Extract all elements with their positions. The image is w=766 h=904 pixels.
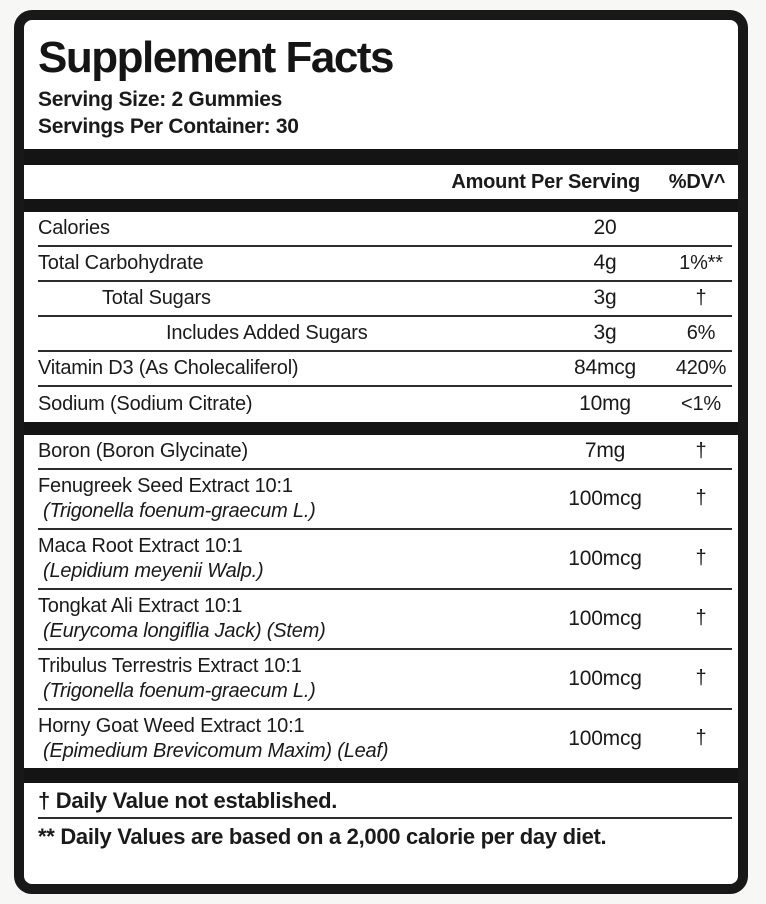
nutrient-name xyxy=(38,356,540,381)
nutrient-name-main: Tongkat Ali Extract 10:1 xyxy=(38,594,243,617)
nutrient-amount: 4g xyxy=(593,251,617,275)
nutrient-name-main: Calories xyxy=(38,216,110,239)
nutrient-amount: 100mcg xyxy=(568,546,642,570)
section-divider-bar xyxy=(24,768,738,783)
table-row xyxy=(38,387,732,422)
table-row xyxy=(38,470,732,530)
nutrient-amount: 3g xyxy=(593,321,617,345)
nutrient-amount: 3g xyxy=(593,286,617,310)
supplement-facts-label xyxy=(14,10,748,894)
nutrient-name xyxy=(38,286,540,311)
footnote-line: ** Daily Values are based on a 2,000 calorie per day diet. xyxy=(38,823,607,849)
nutrient-amount: 100mcg xyxy=(568,726,642,750)
nutrient-name-main: Includes Added Sugars xyxy=(166,321,368,344)
nutrient-dv: † xyxy=(695,727,707,750)
nutrient-name xyxy=(38,439,540,464)
nutrient-amount: 10mg xyxy=(579,392,631,416)
nutrient-name-main: Vitamin D3 (As Cholecaliferol) xyxy=(38,356,299,379)
section-divider-bar xyxy=(24,199,738,212)
nutrient-amount: 7mg xyxy=(584,439,626,463)
nutrient-amount: 100mcg xyxy=(568,666,642,690)
column-header-amount: Amount Per Serving xyxy=(451,170,640,193)
table-row xyxy=(38,435,732,470)
nutrient-name xyxy=(38,714,540,764)
nutrients-section xyxy=(38,212,732,422)
nutrient-name xyxy=(38,251,540,276)
nutrient-name xyxy=(38,216,540,241)
nutrient-amount: 84mcg xyxy=(573,356,637,380)
table-row xyxy=(38,212,732,247)
nutrient-name xyxy=(38,594,540,644)
nutrient-name-main: Total Carbohydrate xyxy=(38,251,204,274)
nutrient-amount: 100mcg xyxy=(568,606,642,630)
section-divider-bar xyxy=(24,422,738,435)
servings-per-container: Servings Per Container: 30 xyxy=(38,114,299,138)
botanicals-section xyxy=(38,435,732,768)
nutrient-name-botanical: (Epimedium Brevicomum Maxim) (Leaf) xyxy=(43,739,389,762)
nutrient-name xyxy=(38,534,540,584)
section-divider-bar xyxy=(24,149,738,165)
nutrient-name xyxy=(38,654,540,704)
table-row xyxy=(38,650,732,710)
nutrient-dv: <1% xyxy=(681,392,721,415)
table-header-row xyxy=(38,165,732,199)
nutrient-dv: † xyxy=(695,487,707,510)
nutrient-name-main: Sodium (Sodium Citrate) xyxy=(38,392,253,415)
nutrient-name xyxy=(38,474,540,524)
nutrient-name-main: Fenugreek Seed Extract 10:1 xyxy=(38,474,293,497)
page-title: Supplement Facts xyxy=(38,33,393,82)
nutrient-name-main: Horny Goat Weed Extract 10:1 xyxy=(38,714,305,737)
nutrient-amount: 100mcg xyxy=(568,486,642,510)
table-row xyxy=(38,282,732,317)
table-row xyxy=(38,530,732,590)
nutrient-amount: 20 xyxy=(593,216,617,240)
table-row xyxy=(38,590,732,650)
nutrient-dv: † xyxy=(695,607,707,630)
nutrient-name xyxy=(38,392,540,417)
nutrient-name xyxy=(38,321,540,346)
nutrient-dv: † xyxy=(695,547,707,570)
nutrient-name-botanical: (Trigonella foenum-graecum L.) xyxy=(43,679,316,702)
table-row xyxy=(38,317,732,352)
table-row xyxy=(38,352,732,387)
nutrient-dv: 420% xyxy=(675,356,727,379)
nutrient-dv: † xyxy=(695,667,707,690)
nutrient-name-botanical: (Eurycoma longiflia Jack) (Stem) xyxy=(43,619,326,642)
nutrient-name-botanical: (Trigonella foenum-graecum L.) xyxy=(43,499,316,522)
nutrient-name-main: Total Sugars xyxy=(102,286,211,309)
footnote-line: † Daily Value not established. xyxy=(38,783,732,819)
nutrient-dv: † xyxy=(695,286,707,309)
nutrient-dv: 1%** xyxy=(679,251,723,274)
nutrient-name-main: Boron (Boron Glycinate) xyxy=(38,439,248,462)
footnotes xyxy=(38,783,732,853)
nutrient-name-main: Tribulus Terrestris Extract 10:1 xyxy=(38,654,302,677)
nutrient-name-main: Maca Root Extract 10:1 xyxy=(38,534,243,557)
nutrient-name-botanical: (Lepidium meyenii Walp.) xyxy=(43,559,264,582)
nutrient-dv: 6% xyxy=(686,321,716,344)
serving-size: Serving Size: 2 Gummies xyxy=(38,87,283,111)
table-row xyxy=(38,247,732,282)
nutrient-dv: † xyxy=(695,439,707,462)
table-row xyxy=(38,710,732,768)
column-header-dv: %DV^ xyxy=(668,170,726,193)
